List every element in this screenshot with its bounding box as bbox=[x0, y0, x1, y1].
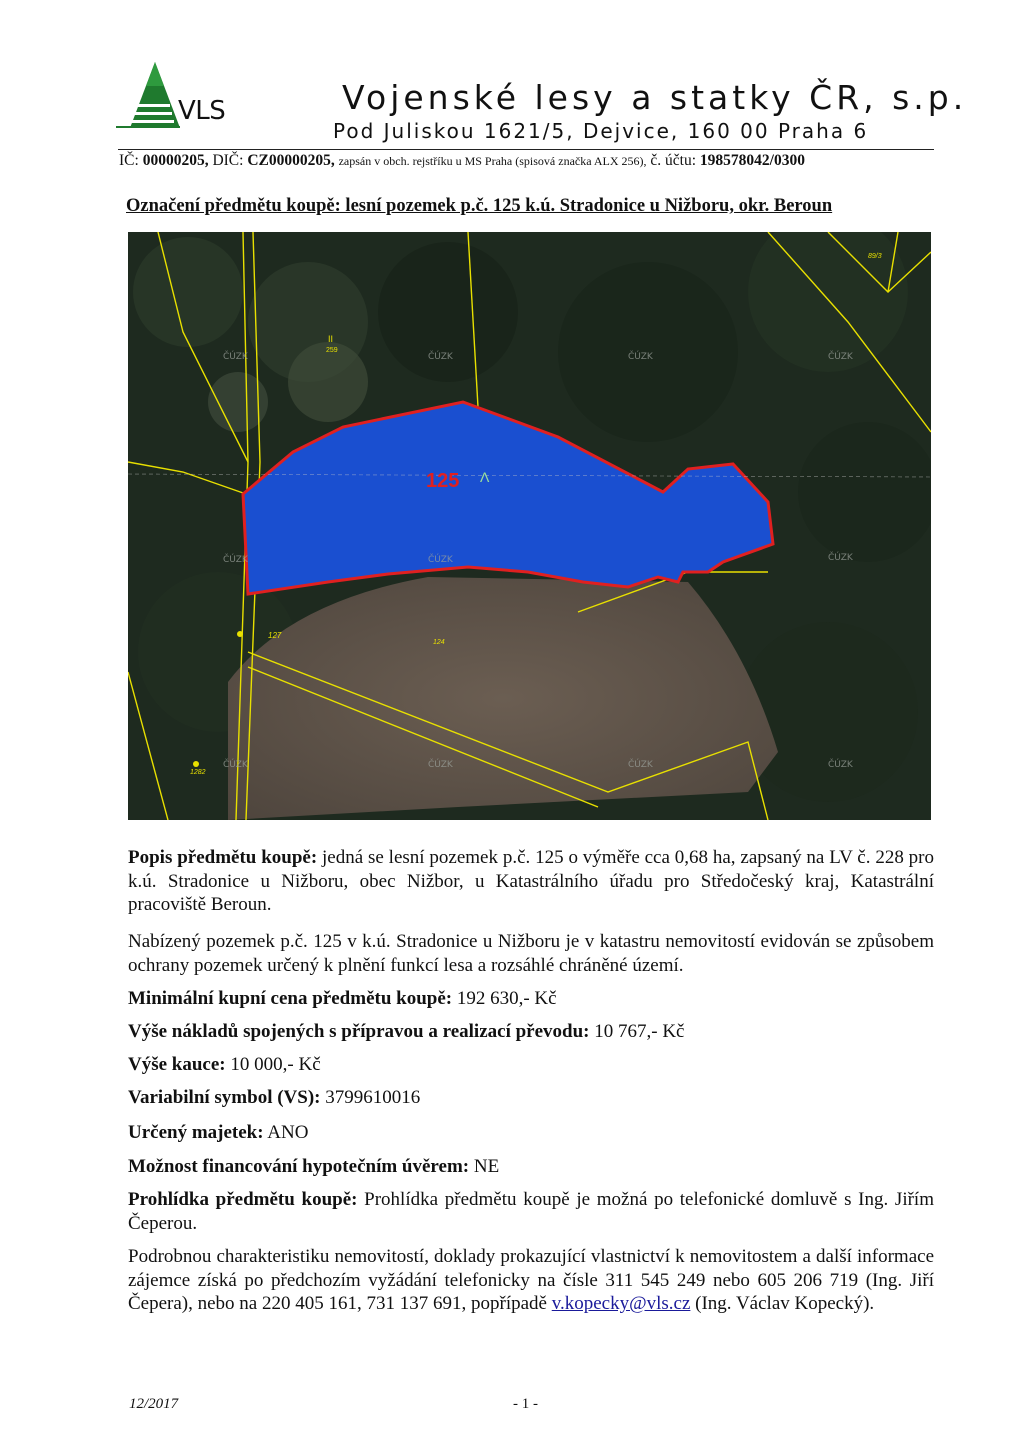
page-number: - 1 - bbox=[513, 1396, 538, 1412]
contact-paragraph bbox=[128, 1245, 934, 1316]
designated-value: ANO bbox=[263, 1122, 309, 1143]
description-paragraph bbox=[128, 846, 934, 917]
description-text: jedná se lesní pozemek p.č. 125 o výměře cca 0,68 ha, zapsaný na LV č. 228 pro k.ú. Stradonice u Nižboru, obec Nižbor, u Katastrálního úřadu pro Středočeský kraj, Katastrální pracoviště Beroun. bbox=[128, 847, 934, 915]
costs-line bbox=[128, 1020, 934, 1044]
parcel-label: 125 bbox=[426, 470, 460, 492]
deposit-value: 10 000,- Kč bbox=[225, 1054, 321, 1075]
aerial-map-image bbox=[128, 232, 931, 820]
description-label: Popis předmětu koupě: bbox=[128, 847, 318, 868]
small-label-6: 89/3 bbox=[868, 253, 882, 260]
designated-label: Určený majetek: bbox=[128, 1122, 264, 1143]
watermark-1: ČÚZK bbox=[223, 352, 248, 362]
protection-paragraph bbox=[128, 930, 934, 977]
organization-address: Pod Juliskou 1621/5, Dejvice, 160 00 Praha 6 bbox=[333, 119, 869, 143]
watermark-4: ČÚZK bbox=[828, 352, 853, 362]
costs-value: 10 767,- Kč bbox=[589, 1021, 685, 1042]
cadastral-map bbox=[128, 232, 931, 820]
mortgage-line bbox=[128, 1155, 934, 1179]
watermark-10: ČÚZK bbox=[628, 760, 653, 770]
watermark-7: ČÚZK bbox=[828, 553, 853, 563]
deposit-label: Výše kauce: bbox=[128, 1054, 226, 1075]
small-label-4: 124 bbox=[433, 639, 445, 646]
watermark-3: ČÚZK bbox=[628, 352, 653, 362]
costs-label: Výše nákladů spojených s přípravou a realizací převodu: bbox=[128, 1021, 590, 1042]
vs-line bbox=[128, 1086, 934, 1110]
dic-value: CZ00000205, bbox=[247, 152, 335, 169]
vs-value: 3799610016 bbox=[320, 1087, 421, 1108]
small-label-3: 127 bbox=[268, 631, 282, 640]
register-note: zapsán v obch. rejstříku u MS Praha (spisová značka ALX 256), bbox=[338, 154, 647, 168]
inspection-paragraph bbox=[128, 1188, 934, 1235]
subject-title: Označení předmětu koupě: lesní pozemek p.č. 125 k.ú. Stradonice u Nižboru, okr. Beroun bbox=[126, 196, 833, 216]
watermark-5: ČÚZK bbox=[223, 555, 248, 565]
logo-text: VLS bbox=[178, 96, 226, 126]
min-price-line bbox=[128, 987, 934, 1011]
watermark-9: ČÚZK bbox=[428, 760, 453, 770]
watermark-11: ČÚZK bbox=[828, 760, 853, 770]
email-link[interactable]: v.kopecky@vls.cz bbox=[551, 1293, 691, 1314]
protection-text: Nabízený pozemek p.č. 125 v k.ú. Stradonice u Nižboru je v katastru nemovitostí evidován se způsobem ochrany pozemek určený k plnění funkcí lesa a rozsáhlé chráněné území. bbox=[128, 931, 934, 976]
header-divider bbox=[118, 149, 934, 150]
small-label-2: 259 bbox=[326, 347, 338, 354]
inspection-label: Prohlídka předmětu koupě: bbox=[128, 1189, 358, 1210]
organization-name: Vojenské lesy a statky ČR, s.p. bbox=[342, 78, 968, 117]
min-price-label: Minimální kupní cena předmětu koupě: bbox=[128, 988, 453, 1009]
ic-label: IČ: bbox=[119, 152, 139, 169]
contact-text-after: (Ing. Václav Kopecký). bbox=[690, 1293, 875, 1314]
small-label-5: 1282 bbox=[190, 769, 206, 776]
account-label: č. účtu: bbox=[650, 152, 697, 169]
svg-text:Λ: Λ bbox=[480, 469, 490, 485]
mortgage-label: Možnost financování hypotečním úvěrem: bbox=[128, 1156, 470, 1177]
designated-line bbox=[128, 1121, 934, 1145]
min-price-value: 192 630,- Kč bbox=[452, 988, 557, 1009]
watermark-6: ČÚZK bbox=[428, 555, 453, 565]
mortgage-value: NE bbox=[469, 1156, 500, 1177]
footer-date: 12/2017 bbox=[129, 1396, 179, 1412]
dic-label: DIČ: bbox=[212, 152, 244, 169]
watermark-8: ČÚZK bbox=[223, 760, 248, 770]
ic-value: 00000205, bbox=[142, 152, 209, 169]
inspection-text: Prohlídka předmětu koupě je možná po telefonické domluvě s Ing. Jiřím Čeperou. bbox=[128, 1189, 934, 1234]
vs-label: Variabilní symbol (VS): bbox=[128, 1087, 321, 1108]
small-label-1: II bbox=[328, 334, 334, 344]
registration-line bbox=[119, 152, 805, 170]
account-value: 198578042/0300 bbox=[699, 152, 805, 169]
watermark-2: ČÚZK bbox=[428, 352, 453, 362]
contact-text-before: Podrobnou charakteristiku nemovitostí, doklady prokazující vlastnictví k nemovitostem a další informace zájemce získá po předchozím vyžádání telefonicky na čísle 311 545 249 nebo 605 206 719 (Ing. Jiří Čepera), nebo na 220 405 161, 731 137 691, popřípadě bbox=[128, 1246, 934, 1314]
deposit-line bbox=[128, 1053, 934, 1077]
